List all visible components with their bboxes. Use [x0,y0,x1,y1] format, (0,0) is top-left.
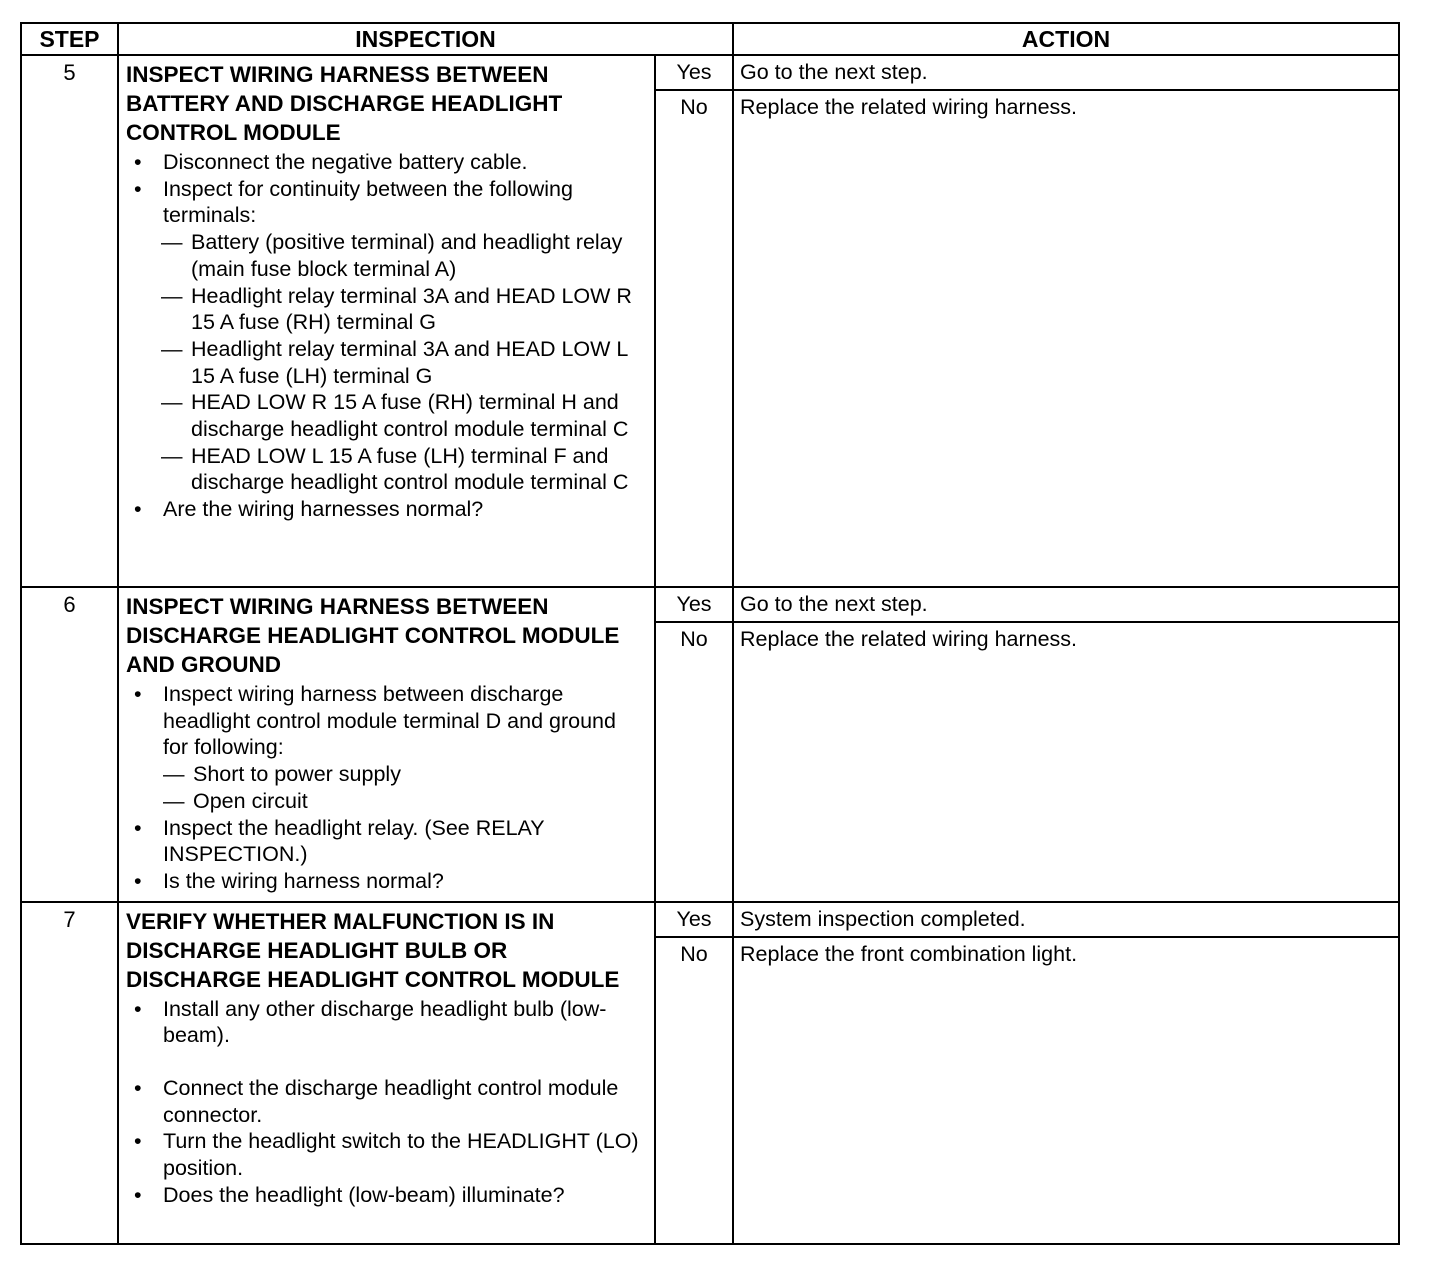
bullet-text: Is the wiring harness normal? [163,868,444,893]
dash-list [163,761,646,814]
inspection-cell [118,587,655,902]
bullet-text: Inspect the headlight relay. (See RELAY INSPECTION.) [163,815,545,867]
bullet-text: Inspect for continuity between the following terminals: [163,176,573,228]
yes-no-cell [655,902,733,1244]
action-cell [733,902,1399,1244]
dash-item: — Headlight relay terminal 3A and HEAD LOW L 15 A fuse (LH) terminal G [161,336,646,389]
bullet-list [126,149,646,229]
no-action: Replace the front combination light. [740,941,1078,966]
step-row-6 [21,587,1399,902]
yes-label: Yes [656,56,732,91]
inspection-table [20,22,1400,1245]
dash-list [161,229,646,496]
bullet-list [126,996,646,1209]
yes-label: Yes [656,588,732,623]
yes-no-cell [655,587,733,902]
bullet-item [126,149,646,176]
header-inspection: INSPECTION [118,23,733,55]
no-label: No [680,941,708,966]
yes-action: System inspection completed. [734,903,1398,938]
no-label: No [680,95,708,119]
dash-item: — Open circuit [163,788,646,815]
bullet-text: Install any other discharge headlight bulb (low-beam). [163,996,607,1048]
header-action: ACTION [733,23,1399,55]
no-action: Replace the related wiring harness. [740,95,1078,119]
no-action: Replace the related wiring harness. [740,627,1078,651]
dash-item: — HEAD LOW L 15 A fuse (LH) terminal F and discharge headlight control module terminal C [161,443,646,496]
dash-item: — Short to power supply [163,761,646,788]
bullet-item [126,868,646,895]
bullet-item [126,496,646,523]
dash-item: — HEAD LOW R 15 A fuse (RH) terminal H and discharge headlight control module terminal C [161,389,646,442]
no-label: No [680,627,708,651]
step-number: 7 [21,902,118,1244]
bullet-list [126,681,646,895]
dash-item: — Headlight relay terminal 3A and HEAD LOW R 15 A fuse (RH) terminal G [161,283,646,336]
inspection-title: VERIFY WHETHER MALFUNCTION IS IN DISCHARGE HEADLIGHT BULB OR DISCHARGE HEADLIGHT CONTROL MODULE [126,908,620,992]
bullet-text: Are the wiring harnesses normal? [163,497,484,522]
yes-action: Go to the next step. [734,588,1398,623]
step-number: 6 [21,587,118,902]
step-number: 5 [21,55,118,587]
bullet-text: Inspect wiring harness between discharge headlight control module terminal D and ground for following: [163,682,616,760]
bullet-item [126,996,646,1049]
inspection-title: INSPECT WIRING HARNESS BETWEEN DISCHARGE HEADLIGHT CONTROL MODULE AND GROUND [126,594,620,677]
header-row [21,23,1399,55]
bullet-item [126,1182,646,1209]
inspection-title: INSPECT WIRING HARNESS BETWEEN BATTERY AND DISCHARGE HEADLIGHT CONTROL MODULE [126,62,563,145]
inspection-cell [118,55,655,587]
inspection-cell [118,902,655,1244]
yes-no-cell [655,55,733,587]
header-step: STEP [21,23,118,55]
yes-action: Go to the next step. [734,56,1398,91]
bullet-text: Disconnect the negative battery cable. [163,150,528,174]
bullet-text: Connect the discharge headlight control module connector. [163,1076,619,1127]
bullet-item [126,681,646,815]
step-row-7 [21,902,1399,1244]
bullet-item [126,1128,646,1181]
bullet-text: Does the headlight (low-beam) illuminate? [163,1182,565,1207]
bullet-item [126,1075,646,1128]
bullet-list [126,496,646,523]
bullet-text: Turn the headlight switch to the HEADLIGHT (LO) position. [163,1129,639,1181]
bullet-item [126,815,646,868]
dash-item: — Battery (positive terminal) and headlight relay (main fuse block terminal A) [161,229,646,282]
bullet-item [126,176,646,229]
yes-label: Yes [656,903,732,938]
step-row-5 [21,55,1399,587]
action-cell [733,55,1399,587]
action-cell [733,587,1399,902]
